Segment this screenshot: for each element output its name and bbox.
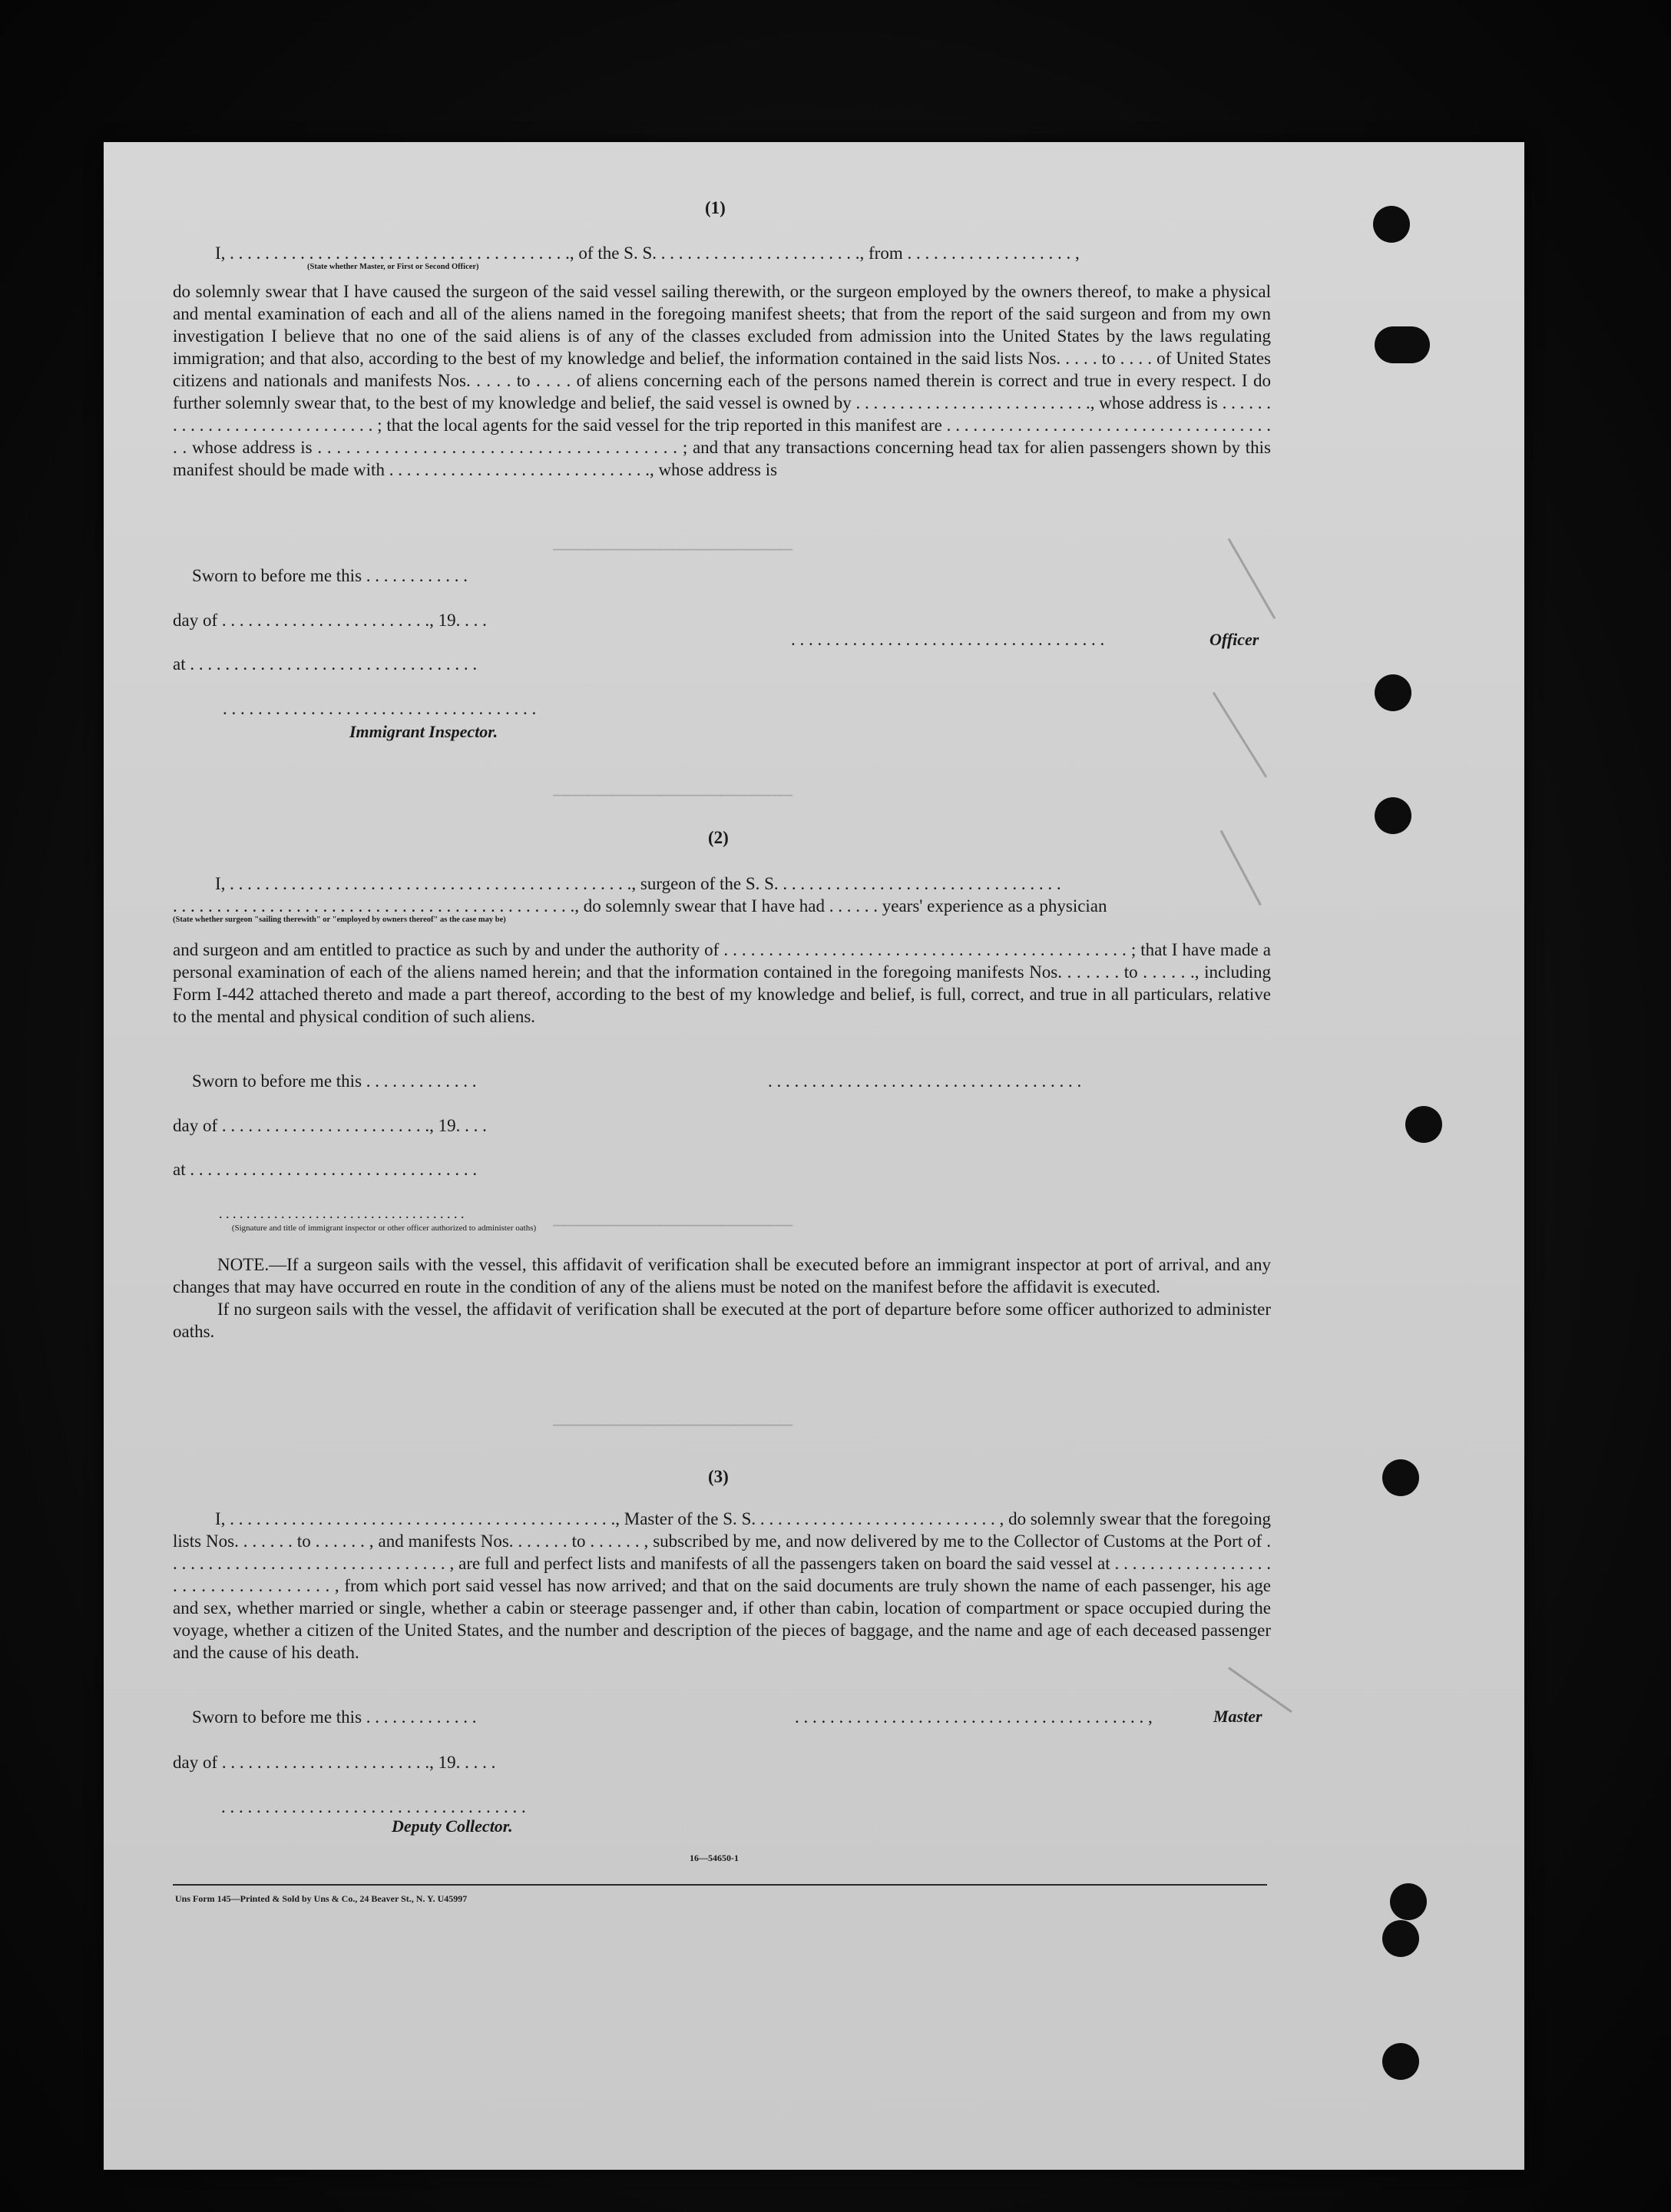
surgeon-note bbox=[173, 1253, 1271, 1343]
section-2-number: (2) bbox=[708, 828, 729, 847]
fill-dots: . . . . . . . . . . . . . . . . . . . . . . . . . . . . . . . . bbox=[783, 874, 1061, 893]
section-2-oath-text: and surgeon and am entitled to practice as such by and under the authority of . . . . . . . . . . . . . . . . . . . . . . . . . . . . . . . . . . . . . . . . . . . . . ; that I have made a personal examination of each of the aliens named herein; and that the information contained in the foregoing manifests Nos. . . . . . . to . . . . . ., including Form I-442 attached thereto and made a part thereof, according to the best of my knowledge and belief, is full, correct, and true in all particulars, relative to the mental and physical condition of such aliens. bbox=[173, 940, 1271, 1026]
bleed-through-texture: ———————————————————— bbox=[553, 783, 793, 806]
signature-title-caption: (Signature and title of immigrant inspector or other officer authorized to administer oaths) bbox=[231, 1224, 537, 1233]
immigrant-inspector-title: Immigrant Inspector. bbox=[349, 722, 498, 741]
section-1-at-line: at . . . . . . . . . . . . . . . . . . . . . . . . . . . . . . . . . bbox=[173, 654, 478, 674]
fill-dots: . . . . . . . . . . . . . . . . . . . . . . . bbox=[660, 243, 860, 263]
section-2-at-line: at . . . . . . . . . . . . . . . . . . . . . . . . . . . . . . . . . bbox=[173, 1160, 478, 1179]
binder-hole bbox=[1405, 1106, 1442, 1143]
note-text: NOTE.—If a surgeon sails with the vessel, this affidavit of verification shall be executed before an immigrant inspector at port of arrival, and any changes that may have occurred en route in the condition of any of the aliens must be noted on the manifest before the affidavit is executed. bbox=[173, 1255, 1271, 1296]
binder-hole bbox=[1382, 2043, 1419, 2080]
section-2-second-line bbox=[173, 896, 1107, 916]
label: I, bbox=[215, 874, 230, 893]
printer-imprint: Uns Form 145—Printed & Sold by Uns & Co., 24 Beaver St., N. Y. U45997 bbox=[175, 1893, 468, 1904]
fill-dots: . . . . . . . . . . . . . . . . . . . . . . . . . . . . . . . . . . . . . . . bbox=[230, 243, 570, 263]
master-title: Master bbox=[1213, 1707, 1262, 1726]
section-1-oath-text: do solemnly swear that I have caused the surgeon of the said vessel sailing therewith, or the surgeon employed by the owners thereof, to make a physical and mental examination of each and all of the aliens named in the foregoing manifest sheets; that from the report of the said surgeon and from my own investigation I believe that no one of the said aliens is of any of the classes excluded from admission into the United States by the laws regulating immigration; and that also, according to the best of my knowledge and belief, the information contained in the said lists Nos. . . . . to . . . . of United States citizens and nationals and manifests Nos. . . . . to . . . . of aliens concerning each of the persons named therein is correct and true in every respect. I do further solemnly swear that, to the best of my knowledge and belief, the said vessel is owned by . . . . . . . . . . . . . . . . . . . . . . . . . . ., whose address is . . . . . . . . . . . . . . . . . . . . . . . . . . . . . ; that the local agents for the said vessel for the trip reported in this manifest are . . . . . . . . . . . . . . . . . . . . . . . . . . . . . . . . . . . . . . . whose address is . . . . . . . . . . . . . . . . . . . . . . . . . . . . . . . . . . . . . . ; and that any transactions concerning head tax for alien passengers shown by this manifest should be made with . . . . . . . . . . . . . . . . . . . . . . . . . . . . . ., whose address is bbox=[173, 282, 1271, 479]
label: , of the S. S. bbox=[569, 243, 661, 263]
section-2-surgeon-dots: . . . . . . . . . . . . . . . . . . . . . . . . . . . . . . . . . . . . bbox=[768, 1071, 1082, 1091]
label: , surgeon of the S. S. bbox=[631, 874, 783, 893]
binder-hole bbox=[1382, 1459, 1419, 1496]
surgeon-status-caption: (State whether surgeon "sailing therewith" or "employed by owners thereof" as the case may be) bbox=[173, 916, 506, 924]
binder-hole bbox=[1382, 1920, 1419, 1957]
section-2-first-line bbox=[215, 874, 1061, 894]
section-1-officer-dots: . . . . . . . . . . . . . . . . . . . . . . . . . . . . . . . . . . . . bbox=[791, 630, 1105, 649]
section-2-sworn-line: Sworn to before me this . . . . . . . . . . . . . bbox=[192, 1071, 477, 1091]
label: I, bbox=[215, 243, 230, 263]
section-3-collector-dots: . . . . . . . . . . . . . . . . . . . . . . . . . . . . . . . . . . . bbox=[221, 1797, 526, 1816]
binder-hole bbox=[1390, 1883, 1427, 1920]
section-2-signature-dots: . . . . . . . . . . . . . . . . . . . . . . . . . . . . . . . . . . . . bbox=[219, 1206, 465, 1221]
fill-dots: . . . . . . . . . . . . . . . . . . . . . . . . . . . . . . . . . . . . . . . . . . . . . . bbox=[230, 874, 632, 893]
binder-hole bbox=[1373, 206, 1410, 243]
section-1-number: (1) bbox=[705, 198, 726, 217]
footer-divider bbox=[173, 1884, 1267, 1886]
bleed-through-texture: ———————————————————— bbox=[553, 538, 793, 561]
section-3-master-dots: . . . . . . . . . . . . . . . . . . . . . . . . . . . . . . . . . . . . . . . . , bbox=[795, 1707, 1153, 1727]
section-2-day-line: day of . . . . . . . . . . . . . . . . . . . . . . . ., 19. . . . bbox=[173, 1116, 487, 1135]
section-1-first-line bbox=[215, 243, 1080, 263]
binder-hole bbox=[1375, 326, 1430, 363]
deputy-collector-title: Deputy Collector. bbox=[392, 1816, 513, 1836]
section-3-number: (3) bbox=[708, 1467, 729, 1486]
section-3-day-line: day of . . . . . . . . . . . . . . . . . . . . . . . ., 19. . . . . bbox=[173, 1753, 496, 1772]
bleed-through-texture: ———————————————————— bbox=[553, 1214, 793, 1237]
officer-rank-caption: (State whether Master, or First or Second Officer) bbox=[307, 263, 479, 271]
section-1-day-line: day of . . . . . . . . . . . . . . . . . . . . . . . ., 19. . . . bbox=[173, 611, 487, 630]
section-1-inspector-dots: . . . . . . . . . . . . . . . . . . . . . . . . . . . . . . . . . . . . bbox=[223, 699, 537, 718]
fill-dots: . . . . . . . . . . . . . . . . . . . . . . . . . . . . . . . . . . . . . . . . . . . . . . bbox=[173, 896, 575, 916]
section-1-sworn-line: Sworn to before me this . . . . . . . . . . . . bbox=[192, 566, 468, 585]
label: , from bbox=[859, 243, 908, 263]
bleed-through-texture: ———————————————————— bbox=[553, 1413, 793, 1436]
binder-hole bbox=[1375, 797, 1411, 834]
binder-hole bbox=[1375, 674, 1411, 711]
officer-title: Officer bbox=[1209, 630, 1259, 649]
form-code: 16—54650-1 bbox=[690, 1853, 739, 1863]
note-text: If no surgeon sails with the vessel, the affidavit of verification shall be executed at the port of departure before some officer authorized to administer oaths. bbox=[173, 1300, 1271, 1341]
fill-dots: . . . . . . . . . . . . . . . . . . . , bbox=[907, 243, 1080, 263]
label: , do solemnly swear that I have had . . . . . . years' experience as a physician bbox=[574, 896, 1107, 916]
section-3-oath-text: I, . . . . . . . . . . . . . . . . . . . . . . . . . . . . . . . . . . . . . . . . . . . ., Master of the S. S. . . . . . . . . . . . . . . . . . . . . . . . . . . . , do solemnly swear that the foregoing lists Nos. . . . . . . to . . . . . . , and manifests Nos. . . . . . . to . . . . . . , subscribed by me, and now delivered by me to the Collector of Customs at the Port of . . . . . . . . . . . . . . . . . . . . . . . . . . . . . . . . , are full and perfect lists and manifests of all the passengers taken on board the said vessel at . . . . . . . . . . . . . . . . . . . . . . . . . . . . . . . . . . . , from which port said vessel has now arrived; and that on the said documents are truly shown the name of each passenger, his age and sex, whether married or single, whether a cabin or steerage passenger and, if other than cabin, location of compartment or space occupied during the voyage, whether a citizen of the United States, and the number and description of the pieces of baggage, and the name and age of each deceased passenger and the cause of his death. bbox=[173, 1509, 1271, 1662]
section-3-sworn-line: Sworn to before me this . . . . . . . . . . . . . bbox=[192, 1707, 477, 1727]
